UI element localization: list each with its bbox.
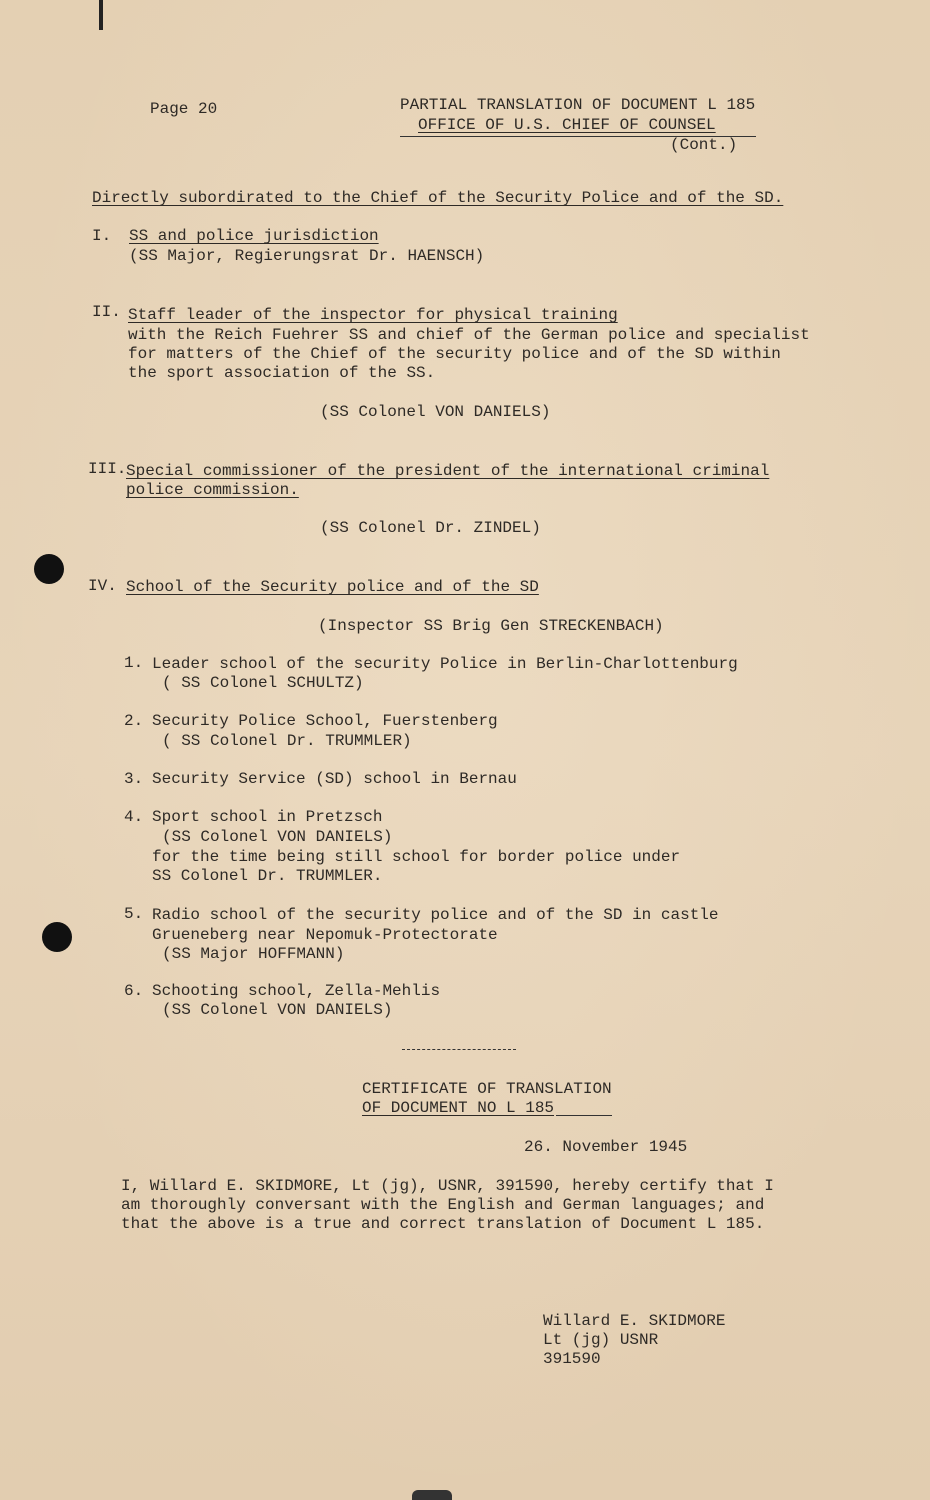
punch-hole <box>34 554 64 584</box>
signature-rank: Lt (jg) USNR <box>543 1331 659 1349</box>
list-item-line: Schooting school, Zella-Mehlis <box>152 982 441 1000</box>
section-numeral: III. <box>88 460 127 478</box>
separator-rule <box>402 1049 516 1050</box>
section-line: for matters of the Chief of the security police and of the SD within <box>128 345 781 363</box>
section-title-cont: police commission. <box>126 481 299 499</box>
item-number: 3. <box>124 770 144 788</box>
section-title: Special commissioner of the president of the international criminal <box>126 462 770 480</box>
cont-label: (Cont.) <box>670 136 738 154</box>
section-numeral: IV. <box>88 577 117 595</box>
certificate-body-line: am thoroughly conversant with the English and German languages; and <box>121 1196 765 1214</box>
signature-number: 391590 <box>543 1350 601 1368</box>
list-item-line: (SS Major HOFFMANN) <box>162 945 345 963</box>
section-note: (SS Colonel VON DANIELS) <box>320 403 551 421</box>
certificate-title: CERTIFICATE OF TRANSLATION <box>362 1080 612 1098</box>
certificate-date: 26. November 1945 <box>524 1138 688 1156</box>
section-title: SS and police jurisdiction <box>129 227 379 245</box>
bottom-edge-mark <box>412 1490 452 1500</box>
list-item-line: Sport school in Pretzsch <box>152 808 383 826</box>
section-note: (SS Colonel Dr. ZINDEL) <box>320 519 541 537</box>
list-item-line: Security Police School, Fuerstenberg <box>152 712 498 730</box>
section-title: Staff leader of the inspector for physical training <box>128 306 618 324</box>
item-number: 4. <box>124 808 144 826</box>
top-edge-mark <box>99 0 103 30</box>
item-number: 2. <box>124 712 144 730</box>
page-label: Page 20 <box>150 100 218 118</box>
list-item-line: (SS Colonel VON DANIELS) <box>162 828 393 846</box>
intro-heading: Directly subordirated to the Chief of the Security Police and of the SD. <box>92 189 784 207</box>
list-item-line: Grueneberg near Nepomuk-Protectorate <box>152 926 498 944</box>
item-number: 6. <box>124 982 144 1000</box>
item-number: 5. <box>124 905 144 923</box>
list-item-line: for the time being still school for border police under <box>152 848 681 866</box>
section-numeral: II. <box>92 303 121 321</box>
certificate-body-line: that the above is a true and correct translation of Document L 185. <box>121 1215 765 1233</box>
section-numeral: I. <box>92 227 112 245</box>
list-item-line: (SS Colonel VON DANIELS) <box>162 1001 393 1019</box>
document-title: PARTIAL TRANSLATION OF DOCUMENT L 185 <box>400 96 756 114</box>
item-number: 1. <box>124 654 144 672</box>
office-line: OFFICE OF U.S. CHIEF OF COUNSEL <box>418 116 716 134</box>
list-item-line: Security Service (SD) school in Bernau <box>152 770 517 788</box>
section-line: with the Reich Fuehrer SS and chief of the German police and specialist <box>128 326 810 344</box>
section-line: the sport association of the SS. <box>128 364 436 382</box>
list-item-line: Leader school of the security Police in Berlin-Charlottenburg <box>152 655 738 673</box>
certificate-body-line: I, Willard E. SKIDMORE, Lt (jg), USNR, 391590, hereby certify that I <box>121 1177 774 1195</box>
punch-hole <box>42 922 72 952</box>
certificate-underline <box>556 1115 612 1116</box>
list-item-line: Radio school of the security police and of the SD in castle <box>152 906 719 924</box>
list-item-line: ( SS Colonel Dr. TRUMMLER) <box>162 732 412 750</box>
signature-name: Willard E. SKIDMORE <box>543 1312 726 1330</box>
list-item-line: ( SS Colonel SCHULTZ) <box>162 674 364 692</box>
section-note: (Inspector SS Brig Gen STRECKENBACH) <box>318 617 664 635</box>
section-line: (SS Major, Regierungsrat Dr. HAENSCH) <box>129 247 485 265</box>
certificate-subtitle: OF DOCUMENT NO L 185 <box>362 1099 555 1117</box>
list-item-line: SS Colonel Dr. TRUMMLER. <box>152 867 383 885</box>
section-title: School of the Security police and of the SD <box>126 578 539 596</box>
